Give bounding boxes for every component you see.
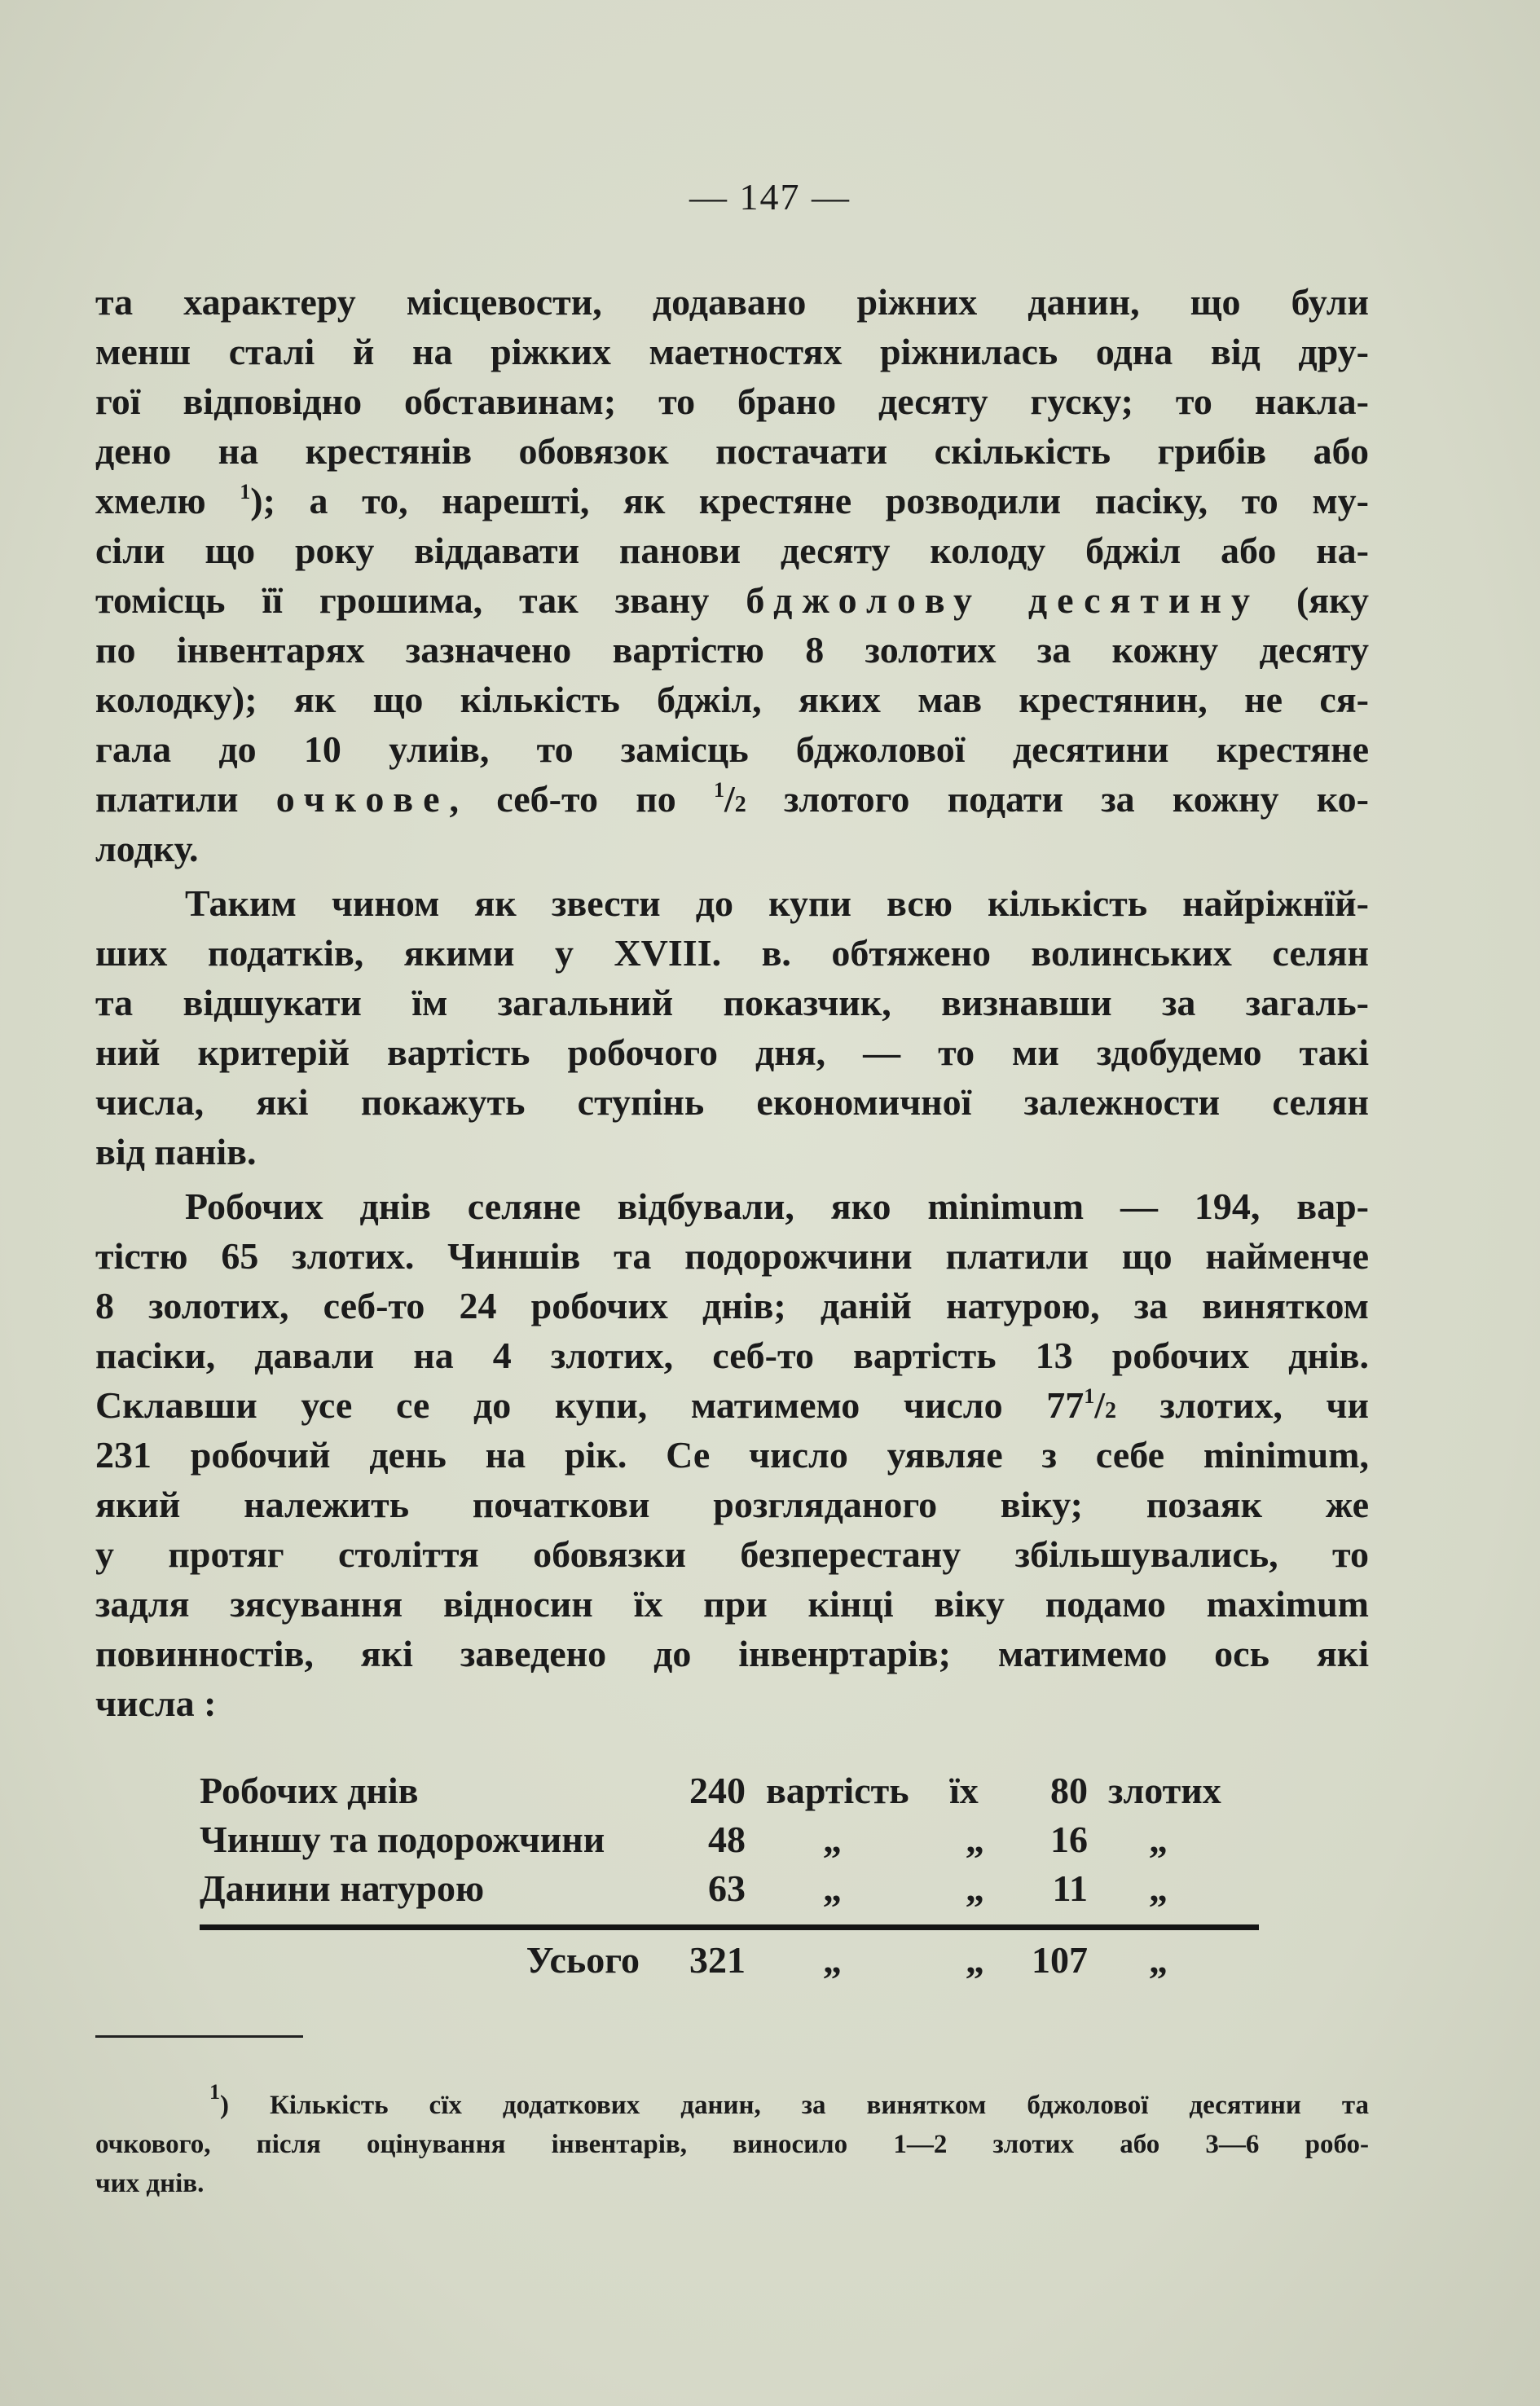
footnote-line [95, 2125, 1369, 2164]
text-line [95, 878, 1369, 928]
text-line [95, 1281, 1369, 1331]
row-unit: злотих [1108, 1770, 1221, 1811]
text-line [95, 1430, 1369, 1480]
text-run: гої відповідно обставинам; то брано десяту гуску; то накла- [95, 380, 1369, 422]
text-run: тістю 65 злотих. Чиншів та подорожчини платили що найменче [95, 1235, 1369, 1277]
text-line [95, 928, 1369, 978]
row-days: 48 [708, 1819, 746, 1860]
fraction-denominator: 2 [734, 792, 746, 817]
text-line [95, 1480, 1369, 1529]
text-run: / [724, 778, 735, 820]
ditto-mark: „ [1149, 1867, 1168, 1909]
text-line [95, 1529, 1369, 1579]
row-label: Чиншу та подорожчини [200, 1819, 605, 1860]
text-run: ); а то, нарешті, як крестяне розводили пасіку, то му- [250, 480, 1369, 521]
text-line [95, 1077, 1369, 1127]
row-label: Робочих днів [200, 1770, 419, 1811]
ditto-mark: „ [823, 1939, 842, 1981]
text-line [95, 575, 1369, 625]
text-line [95, 476, 1369, 526]
ditto-mark: „ [1149, 1819, 1168, 1860]
fraction-denominator: 2 [1105, 1398, 1116, 1423]
text-line [95, 1127, 1369, 1177]
text-line [95, 277, 1369, 327]
ditto-mark: „ [1149, 1939, 1168, 1981]
text-run: пасіки, давали на 4 злотих, себ-то вартість 13 робочих днів. [95, 1335, 1369, 1376]
row-zloty: 16 [1050, 1819, 1088, 1860]
text-line [95, 426, 1369, 476]
text-run: ний критерій вартість робочого дня, — то ми здобудемо такі [95, 1031, 1369, 1073]
text-run: злотого подати за кожну ко- [746, 778, 1369, 820]
text-line [95, 978, 1369, 1027]
total-zloty: 107 [1032, 1939, 1088, 1981]
total-label: Усього [526, 1939, 640, 1981]
ditto-mark: „ [823, 1819, 842, 1860]
text-line [95, 824, 1369, 873]
ditto-mark: „ [966, 1819, 984, 1860]
text-run: задля зясування відносин їх при кінці віку подамо maximum [95, 1583, 1369, 1625]
text-line [95, 1629, 1369, 1678]
superscript: 1 [209, 2080, 220, 2104]
row-label: Данини натурою [200, 1867, 485, 1909]
ditto-mark: „ [966, 1867, 984, 1909]
superscript: 1 [713, 778, 724, 802]
spaced-emphasis: очкове [275, 778, 450, 820]
text-run: 8 золотих, себ-то 24 робочих днів; даній натурою, за винятком [95, 1285, 1369, 1326]
text-run: колодку); як що кількість бджіл, яких мав крестянин, не ся- [95, 679, 1369, 720]
text-line [95, 1027, 1369, 1077]
row-word: вартість [766, 1770, 909, 1811]
text-line [95, 376, 1369, 426]
superscript: 1 [240, 480, 251, 504]
text-line [95, 1579, 1369, 1629]
text-run: та відшукати їм загальний показчик, визнавши за загаль- [95, 982, 1369, 1023]
row-days: 63 [708, 1867, 746, 1909]
text-run: Склавши усе се до купи, матимемо число 77 [95, 1384, 1085, 1426]
text-run: гала до 10 улиів, то замісць бджолової десятини крестяне [95, 728, 1369, 770]
text-run: злотих, чи [1116, 1384, 1369, 1426]
row-days: 240 [689, 1770, 746, 1811]
text-run: числа, які покажуть ступінь економичної залежности селян [95, 1081, 1369, 1123]
text-run: повинностів, які заведено до інвенртарів; матимемо ось які [95, 1633, 1369, 1674]
spaced-emphasis: бджолову десятину [746, 579, 1261, 621]
page-number: — 147 — [689, 176, 851, 218]
main-text [95, 277, 1369, 1728]
table-row [200, 1864, 1259, 1913]
row-of: їх [949, 1770, 979, 1811]
footnote-line [95, 2164, 1369, 2203]
text-line [95, 327, 1369, 376]
text-line [95, 675, 1369, 724]
text-run: ) Кількість сїх додаткових данин, за винятком бджолової десятини та [220, 2091, 1369, 2120]
text-run: Таким чином як звести до купи всю кількість найріжнїй- [185, 882, 1369, 924]
text-run: томісць її грошима, так звану [95, 579, 746, 621]
footnote-rule [95, 2035, 303, 2038]
text-line [95, 526, 1369, 575]
text-line [95, 625, 1369, 675]
text-run: 231 робочий день на рік. Се число уявляе з себе minimum, [95, 1434, 1369, 1476]
text-run: по інвентарях зазначено вартістю 8 золотих за кожну десяту [95, 629, 1369, 671]
text-run: менш сталі й на ріжких маетностях ріжнилась одна від дру- [95, 331, 1369, 372]
text-run: чих днів. [95, 2169, 205, 2198]
text-run: у протяг століття обовязки безперестану збільшувались, то [95, 1533, 1369, 1575]
table-sum-rule [200, 1924, 1259, 1930]
text-run: платили [95, 778, 276, 820]
text-line [95, 1331, 1369, 1380]
text-run: числа : [95, 1682, 217, 1724]
duties-table [200, 1766, 1259, 1985]
table-total-row [200, 1936, 1259, 1985]
footnote [95, 2080, 1369, 2203]
text-run: Робочих днів селяне відбували, яко minimum — 194, вар- [185, 1185, 1369, 1227]
ditto-mark: „ [823, 1867, 842, 1909]
total-days: 321 [689, 1939, 746, 1981]
row-zloty: 11 [1052, 1867, 1088, 1909]
text-run: від панів. [95, 1131, 257, 1172]
superscript: 1 [1084, 1384, 1095, 1408]
text-line [95, 724, 1369, 774]
text-run: дено на крестянів обовязок постачати скількість грибів або [95, 430, 1369, 472]
footnote-line [95, 2080, 1369, 2125]
text-line [95, 1231, 1369, 1281]
text-run: лодку. [95, 828, 199, 869]
text-run: , себ-то по [449, 778, 714, 820]
text-run: та характеру місцевости, додавано ріжних данин, що були [95, 281, 1369, 323]
text-line [95, 1181, 1369, 1231]
table-row [200, 1815, 1259, 1864]
text-run: (яку [1260, 579, 1369, 621]
text-line [95, 1678, 1369, 1728]
ditto-mark: „ [966, 1939, 984, 1981]
text-run: який належить початкови розгляданого віку; позаяк же [95, 1484, 1369, 1525]
text-run: хмелю [95, 480, 240, 521]
text-run: / [1094, 1384, 1105, 1426]
row-zloty: 80 [1050, 1770, 1088, 1811]
text-run: сіли що року віддавати панови десяту колоду бджіл або на- [95, 530, 1369, 571]
text-line [95, 774, 1369, 824]
text-line [95, 1380, 1369, 1430]
text-run: очкового, після оцінування інвентарів, виносило 1—2 злотих або 3—6 робо- [95, 2130, 1369, 2159]
text-run: ших податків, якими у XVIII. в. обтяжено волинських селян [95, 932, 1369, 974]
table-row [200, 1766, 1259, 1815]
